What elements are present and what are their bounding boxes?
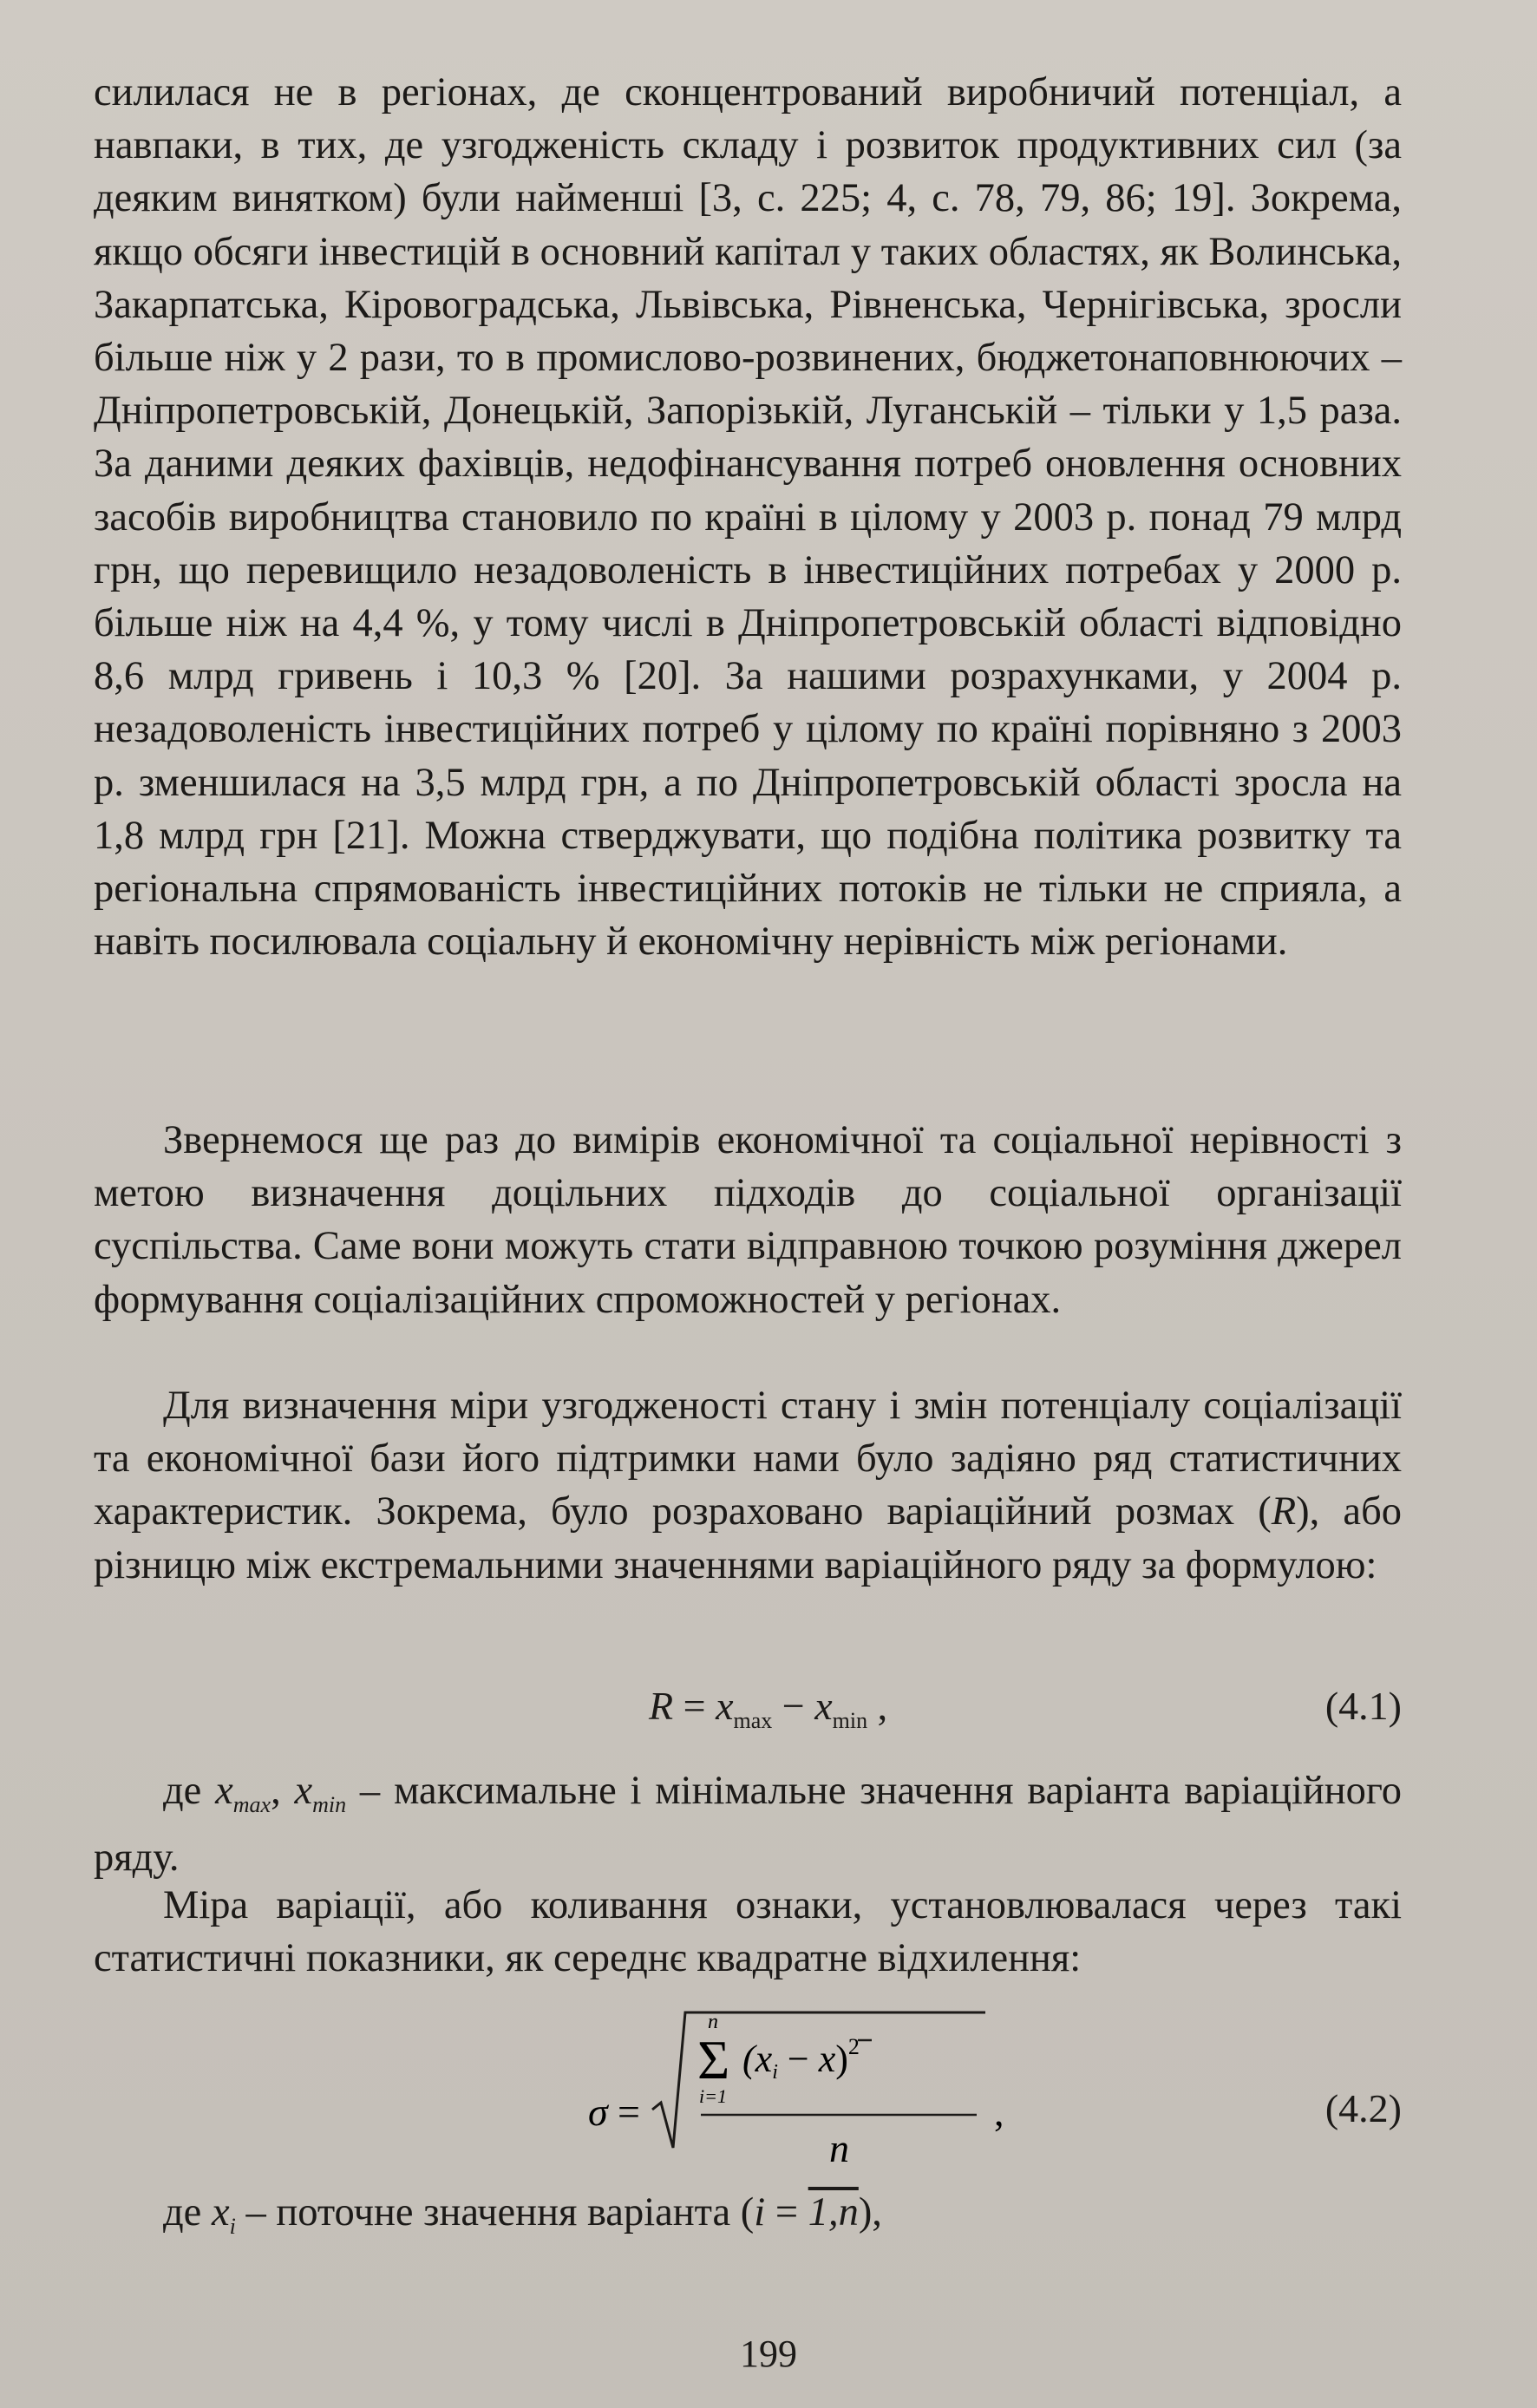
paragraph-2: Звернемося ще раз до вимірів економічної та соціальної нерівності з метою визначення доцільних підходів до соціальної організації суспільства. Саме вони можуть стати відправною точкою розуміння джерел формування соціалізаційних спроможностей у регіонах. — [94, 1118, 1402, 1322]
paragraph-4: Міра варіації, або коливання ознаки, установлювалася через такі статистичні показники, як середнє квадратне відхилення: — [94, 1883, 1402, 1981]
paragraph-3-part-a: Для визначення міри узгодженості стану і змін потенціалу соціалізації та економічної бази його підтримки нами було задіяно ряд статистичних характеристик. Зокрема, було розраховано варіаційний розмах ( — [94, 1384, 1402, 1534]
sum-lower-limit: i=1 — [699, 2085, 727, 2107]
range-symbol: R — [1271, 1489, 1297, 1534]
sum-symbol: Σ — [697, 2029, 730, 2091]
formula-4-2 — [94, 1995, 1402, 2177]
paragraph-3 — [94, 1379, 1402, 1592]
sum-term: (xi − x)$^2$ — [742, 2034, 860, 2084]
equation-number: (4.1) — [1324, 1684, 1402, 1728]
formula-4-1-expression: $R = x_{max} - x_{min}$ , — [649, 1684, 888, 1733]
sum-upper-limit: n — [708, 2011, 718, 2033]
index-range: 1,n — [808, 2190, 859, 2235]
formula-4-2-graphic — [579, 1995, 1065, 2177]
paragraph-3-part-b: ), або різницю між екстремальними значеннями варіаційного ряду за формулою: — [94, 1489, 1402, 1587]
where-clause-1: де $x_{max}$, $x_{min}$ – максимальне і мінімальне значення варіанта варіаційного ряду. — [94, 1769, 1403, 1881]
denominator: n — [829, 2126, 849, 2170]
where-clause-2: де $x_i$ – поточне значення варіанта (i = 1,n), — [163, 2190, 882, 2239]
paragraph-1: силилася не в регіонах, де сконцентрований виробничий потенціал, а навпаки, в тих, де узгодженість складу і розвиток продуктивних сил (за деяким винятком) були найменші [3, с. 225; 4, с. 78, 79, 86; 19]. Зокрема, якщо обсяги інвестицій в основний капітал у таких областях, як Волинська, Закарпатська, Кіровоградська, Львівська, Рівненська, Чернігівська, зросли більше ніж у 2 рази, то в промислово-розвинених, бюджетонаповнюючих – Дніпропетровській, Донецькій, Запорізькій, Луганській – тільки у 1,5 раза. За даними деяких фахівців, недофінансування потреб оновлення основних засобів виробництва становило по країні в цілому у 2003 р. понад 79 млрд грн, що перевищило незадоволеність в інвестиційних потребах у 2000 р. більше ніж на 4,4 %, у тому числі в Дніпропетровській області відповідно 8,6 млрд гривень і 10,3 % [20]. За нашими розрахунками, у 2004 р. незадоволеність інвестиційних потреб у цілому по країні порівняно з 2003 р. зменшилася на 3,5 млрд грн, а по Дніпропетровській області зросла на 1,8 млрд грн [21]. Можна стверджувати, що подібна політика розвитку та регіональна спрямованість інвестиційних потоків не тільки не сприяла, а навіть посилювала соціальну й економічну нерівність між регіонами. — [94, 70, 1402, 965]
formula-4-1 — [94, 1679, 1402, 1740]
equation-number: (4.2) — [1324, 2086, 1402, 2130]
page-number: 199 — [740, 2333, 797, 2375]
equals-sign: = — [618, 2090, 640, 2134]
sigma-symbol: σ — [588, 2090, 608, 2134]
formula-comma: , — [994, 2090, 1004, 2134]
